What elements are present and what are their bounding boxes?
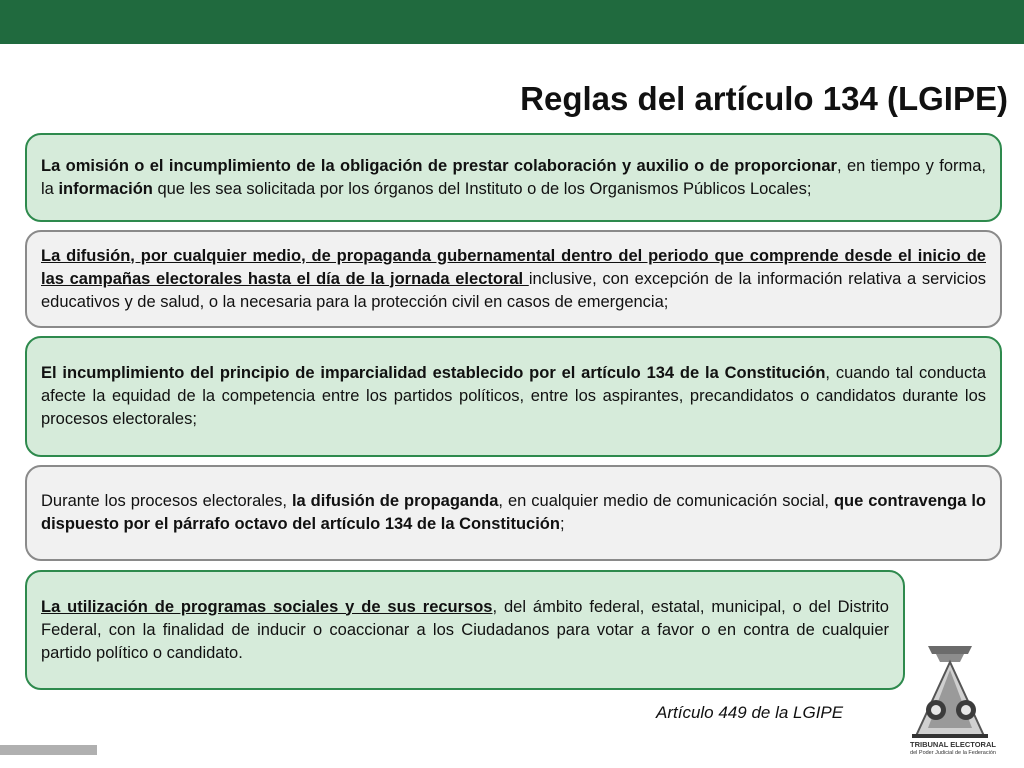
rule-text: [41, 362, 986, 431]
rule-box-programas-sociales: [25, 570, 905, 690]
rule-segment: , cuando tal conducta afecte la equidad de la competencia entre los partidos políticos, entre los aspirantes, precandidatos o candidatos durante los procesos electorales;: [41, 364, 986, 428]
article-reference: Artículo 449 de la LGIPE: [656, 703, 844, 722]
rule-text: [41, 245, 986, 314]
rule-segment: La difusión, por cualquier medio, de propaganda gubernamental dentro del periodo que comprende desde el inicio de las campañas electorales hasta el día de la jornada electoral: [41, 246, 986, 288]
header-bar: [0, 0, 1024, 44]
scales-of-justice-icon: [898, 640, 1008, 740]
rule-segment: Durante los procesos electorales,: [41, 492, 292, 510]
rule-segment: La omisión o el incumplimiento de la obligación de prestar colaboración y auxilio o de proporcionar: [41, 156, 837, 175]
page-title: Reglas del artículo 134 (LGIPE): [520, 80, 1008, 117]
rule-segment: ;: [559, 515, 565, 533]
rule-segment: que contravenga lo dispuesto por el párrafo octavo del artículo 134 de la Constitución: [41, 492, 986, 533]
logo-subtitle: del Poder Judicial de la Federación: [910, 750, 996, 756]
rule-segment: información: [58, 179, 153, 198]
rule-segment: , en tiempo y forma, la: [41, 156, 986, 198]
rule-segment: inclusive, con excepción de la información relativa a servicios educativos y de salud, o la necesaria para la protección civil en casos de emergencia;: [41, 269, 986, 311]
rule-text: [41, 596, 889, 665]
logo-name: TRIBUNAL ELECTORAL: [910, 740, 996, 749]
rule-text: [41, 490, 986, 536]
rule-segment: El incumplimiento del principio de imparcialidad establecido por el artículo 134 de la Constitución: [41, 364, 826, 382]
rule-segment: , del ámbito federal, estatal, municipal, o del Distrito Federal, con la finalidad de inducir o coaccionar a los Ciudadanos para votar a favor o en contra de cualquier partido político o candidato.: [41, 597, 889, 662]
rule-segment: la difusión de propaganda: [291, 492, 499, 510]
footer-accent-bar: [0, 745, 97, 755]
rule-segment: La utilización de programas sociales y de sus recursos: [41, 597, 493, 616]
rule-box-difusion-gubernamental: [25, 230, 1002, 328]
rule-box-imparcialidad: [25, 336, 1002, 457]
rule-box-procesos-electorales: [25, 465, 1002, 561]
rule-box-omision: [25, 133, 1002, 222]
rule-text: [41, 155, 986, 201]
rule-segment: , en cualquier medio de comunicación social,: [498, 492, 834, 510]
tribunal-electoral-logo: [898, 640, 1008, 764]
rule-segment: que les sea solicitada por los órganos del Instituto o de los Organismos Públicos Locales;: [152, 179, 812, 198]
